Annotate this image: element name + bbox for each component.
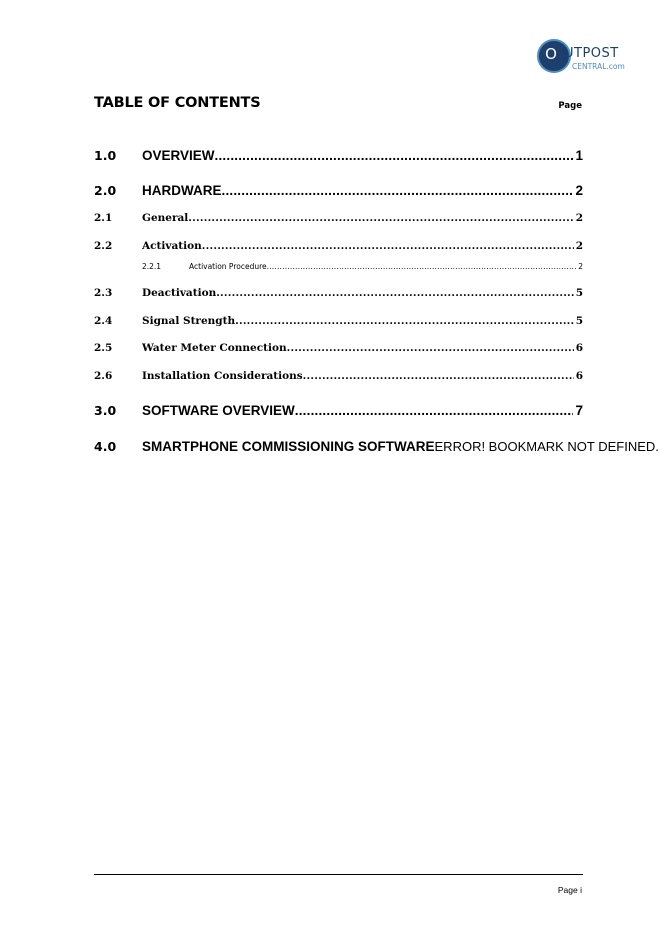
toc-entry-title: SMARTPHONE COMMISSIONING SOFTWARE — [142, 439, 435, 454]
toc-entry-page: 6 — [575, 342, 583, 354]
toc-entry-page: 7 — [575, 403, 583, 418]
toc-entry-number: 1.0 — [94, 148, 117, 163]
toc-entry-general[interactable] — [94, 212, 583, 224]
toc-entry-title: Deactivation — [142, 287, 217, 299]
logo-wordmark: UTPOST — [564, 46, 619, 61]
toc-leader-dots — [267, 262, 577, 271]
toc-entry-number: 2.4 — [94, 315, 113, 327]
toc-entry-overview[interactable] — [94, 148, 583, 163]
toc-entry-smartphone-commissioning-software[interactable] — [94, 439, 659, 454]
toc-leader-dots — [188, 212, 573, 224]
toc-entry-number: 2.2 — [94, 240, 113, 252]
footer-page-number: Page i — [557, 885, 582, 895]
toc-entry-activation[interactable] — [94, 240, 583, 252]
toc-entry-number: 2.3 — [94, 287, 113, 299]
toc-entry-number: 2.0 — [94, 183, 117, 198]
toc-heading: TABLE OF CONTENTS — [94, 95, 261, 111]
toc-leader-dots — [202, 240, 574, 252]
toc-entry-title: Signal Strength — [142, 315, 236, 327]
toc-entry-page: 2 — [575, 183, 583, 198]
toc-entry-hardware[interactable] — [94, 183, 583, 198]
toc-entry-signal-strength[interactable] — [94, 315, 583, 327]
toc-leader-dots — [222, 183, 574, 198]
toc-leader-dots — [287, 342, 574, 354]
logo-domain: CENTRAL.com — [572, 62, 625, 71]
toc-entry-title: General — [142, 212, 189, 224]
outpost-central-logo — [534, 36, 634, 84]
toc-entry-software-overview[interactable] — [94, 403, 583, 418]
toc-entry-page: 5 — [575, 287, 583, 299]
toc-entry-number: 2.2.1 — [142, 262, 162, 271]
toc-leader-dots — [235, 315, 574, 327]
toc-entry-number: 2.1 — [94, 212, 113, 224]
toc-entry-page: 2 — [578, 262, 583, 271]
toc-entry-title: Activation — [142, 240, 202, 252]
toc-entry-title: Activation Procedure — [189, 262, 267, 271]
toc-entry-page: 6 — [575, 370, 583, 382]
toc-leader-dots — [303, 370, 574, 382]
page-column-label: Page — [558, 101, 582, 111]
toc-entry-title: Installation Considerations — [142, 370, 303, 382]
toc-entry-title: HARDWARE — [142, 183, 222, 198]
toc-entry-water-meter-connection[interactable] — [94, 342, 583, 354]
bookmark-error-text: ERROR! BOOKMARK NOT DEFINED. — [434, 439, 659, 454]
toc-leader-dots — [215, 148, 574, 163]
toc-entry-title: Water Meter Connection — [142, 342, 287, 354]
toc-entry-number: 2.6 — [94, 370, 113, 382]
toc-entry-deactivation[interactable] — [94, 287, 583, 299]
toc-entry-number: 2.5 — [94, 342, 113, 354]
toc-entry-installation-considerations[interactable] — [94, 370, 583, 382]
toc-entry-page: 2 — [575, 240, 583, 252]
toc-leader-dots — [295, 403, 574, 418]
logo-mark: O — [545, 45, 557, 63]
toc-entry-page: 2 — [575, 212, 583, 224]
toc-entry-title: OVERVIEW — [142, 148, 215, 163]
toc-leader-dots — [216, 287, 573, 299]
toc-entry-number: 3.0 — [94, 403, 117, 418]
footer-divider — [94, 874, 583, 875]
toc-entry-title: SOFTWARE OVERVIEW — [142, 403, 295, 418]
toc-entry-page: 5 — [575, 315, 583, 327]
toc-entry-page: 1 — [575, 148, 583, 163]
toc-entry-number: 4.0 — [94, 439, 117, 454]
